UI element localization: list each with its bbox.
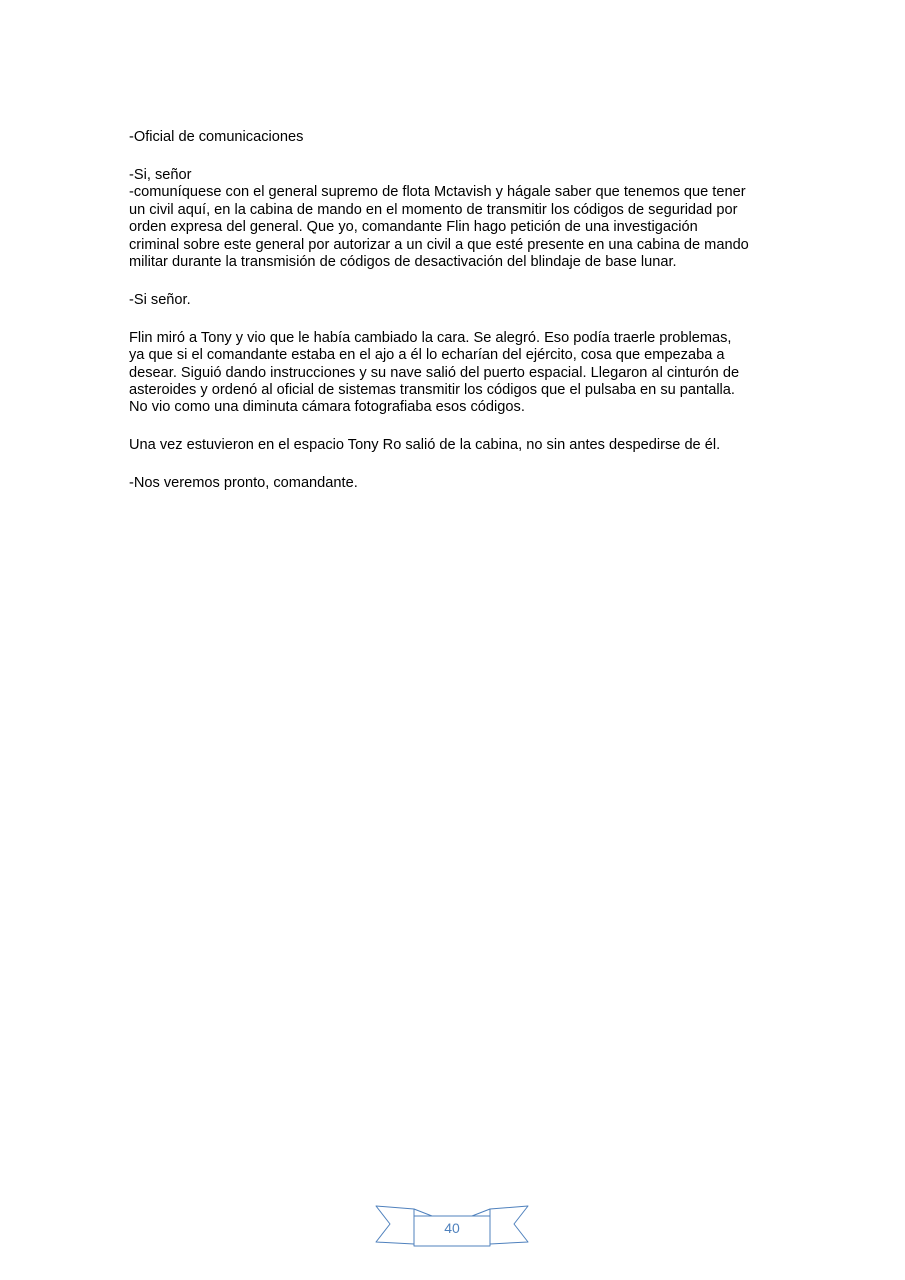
text-line: -Si, señor [129,166,192,183]
page-number: 40 [444,1220,460,1236]
page-body [129,129,781,513]
paragraph-1 [129,129,781,146]
text-line: ya que si el comandante estaba en el ajo a él lo echarían del ejército, cosa que empezaba a [129,347,725,364]
paragraph-5 [129,437,781,454]
text-line: Una vez estuvieron en el espacio Tony Ro salió de la cabina, no sin antes despedirse de él. [129,437,721,454]
text-line: orden expresa del general. Que yo, comandante Flin hago petición de una investigación [129,219,698,236]
paragraph-3 [129,292,781,309]
page-number-banner [374,1203,530,1249]
text-line: militar durante la transmisión de códigos de desactivación del blindaje de base lunar. [129,253,677,270]
text-line: No vio como una diminuta cámara fotografiaba esos códigos. [129,399,525,416]
paragraph-6 [129,475,781,492]
paragraph-4 [129,330,781,417]
text-line: desear. Siguió dando instrucciones y su nave salió del puerto espacial. Llegaron al cinturón de [129,364,740,381]
text-line: -Nos veremos pronto, comandante. [129,475,358,492]
text-line: criminal sobre este general por autorizar a un civil a que esté presente en una cabina de mando [129,236,749,253]
text-line: -Si señor. [129,291,191,308]
paragraph-2 [129,167,781,271]
text-line: Flin miró a Tony y vio que le había cambiado la cara. Se alegró. Eso podía traerle problemas, [129,329,732,346]
text-line: asteroides y ordenó al oficial de sistemas transmitir los códigos que el pulsaba en su pantalla. [129,381,735,398]
text-line: -comuníquese con el general supremo de flota Mctavish y hágale saber que tenemos que tener [129,184,746,201]
text-line: -Oficial de comunicaciones [129,129,304,145]
text-line: un civil aquí, en la cabina de mando en el momento de transmitir los códigos de seguridad por [129,201,738,218]
